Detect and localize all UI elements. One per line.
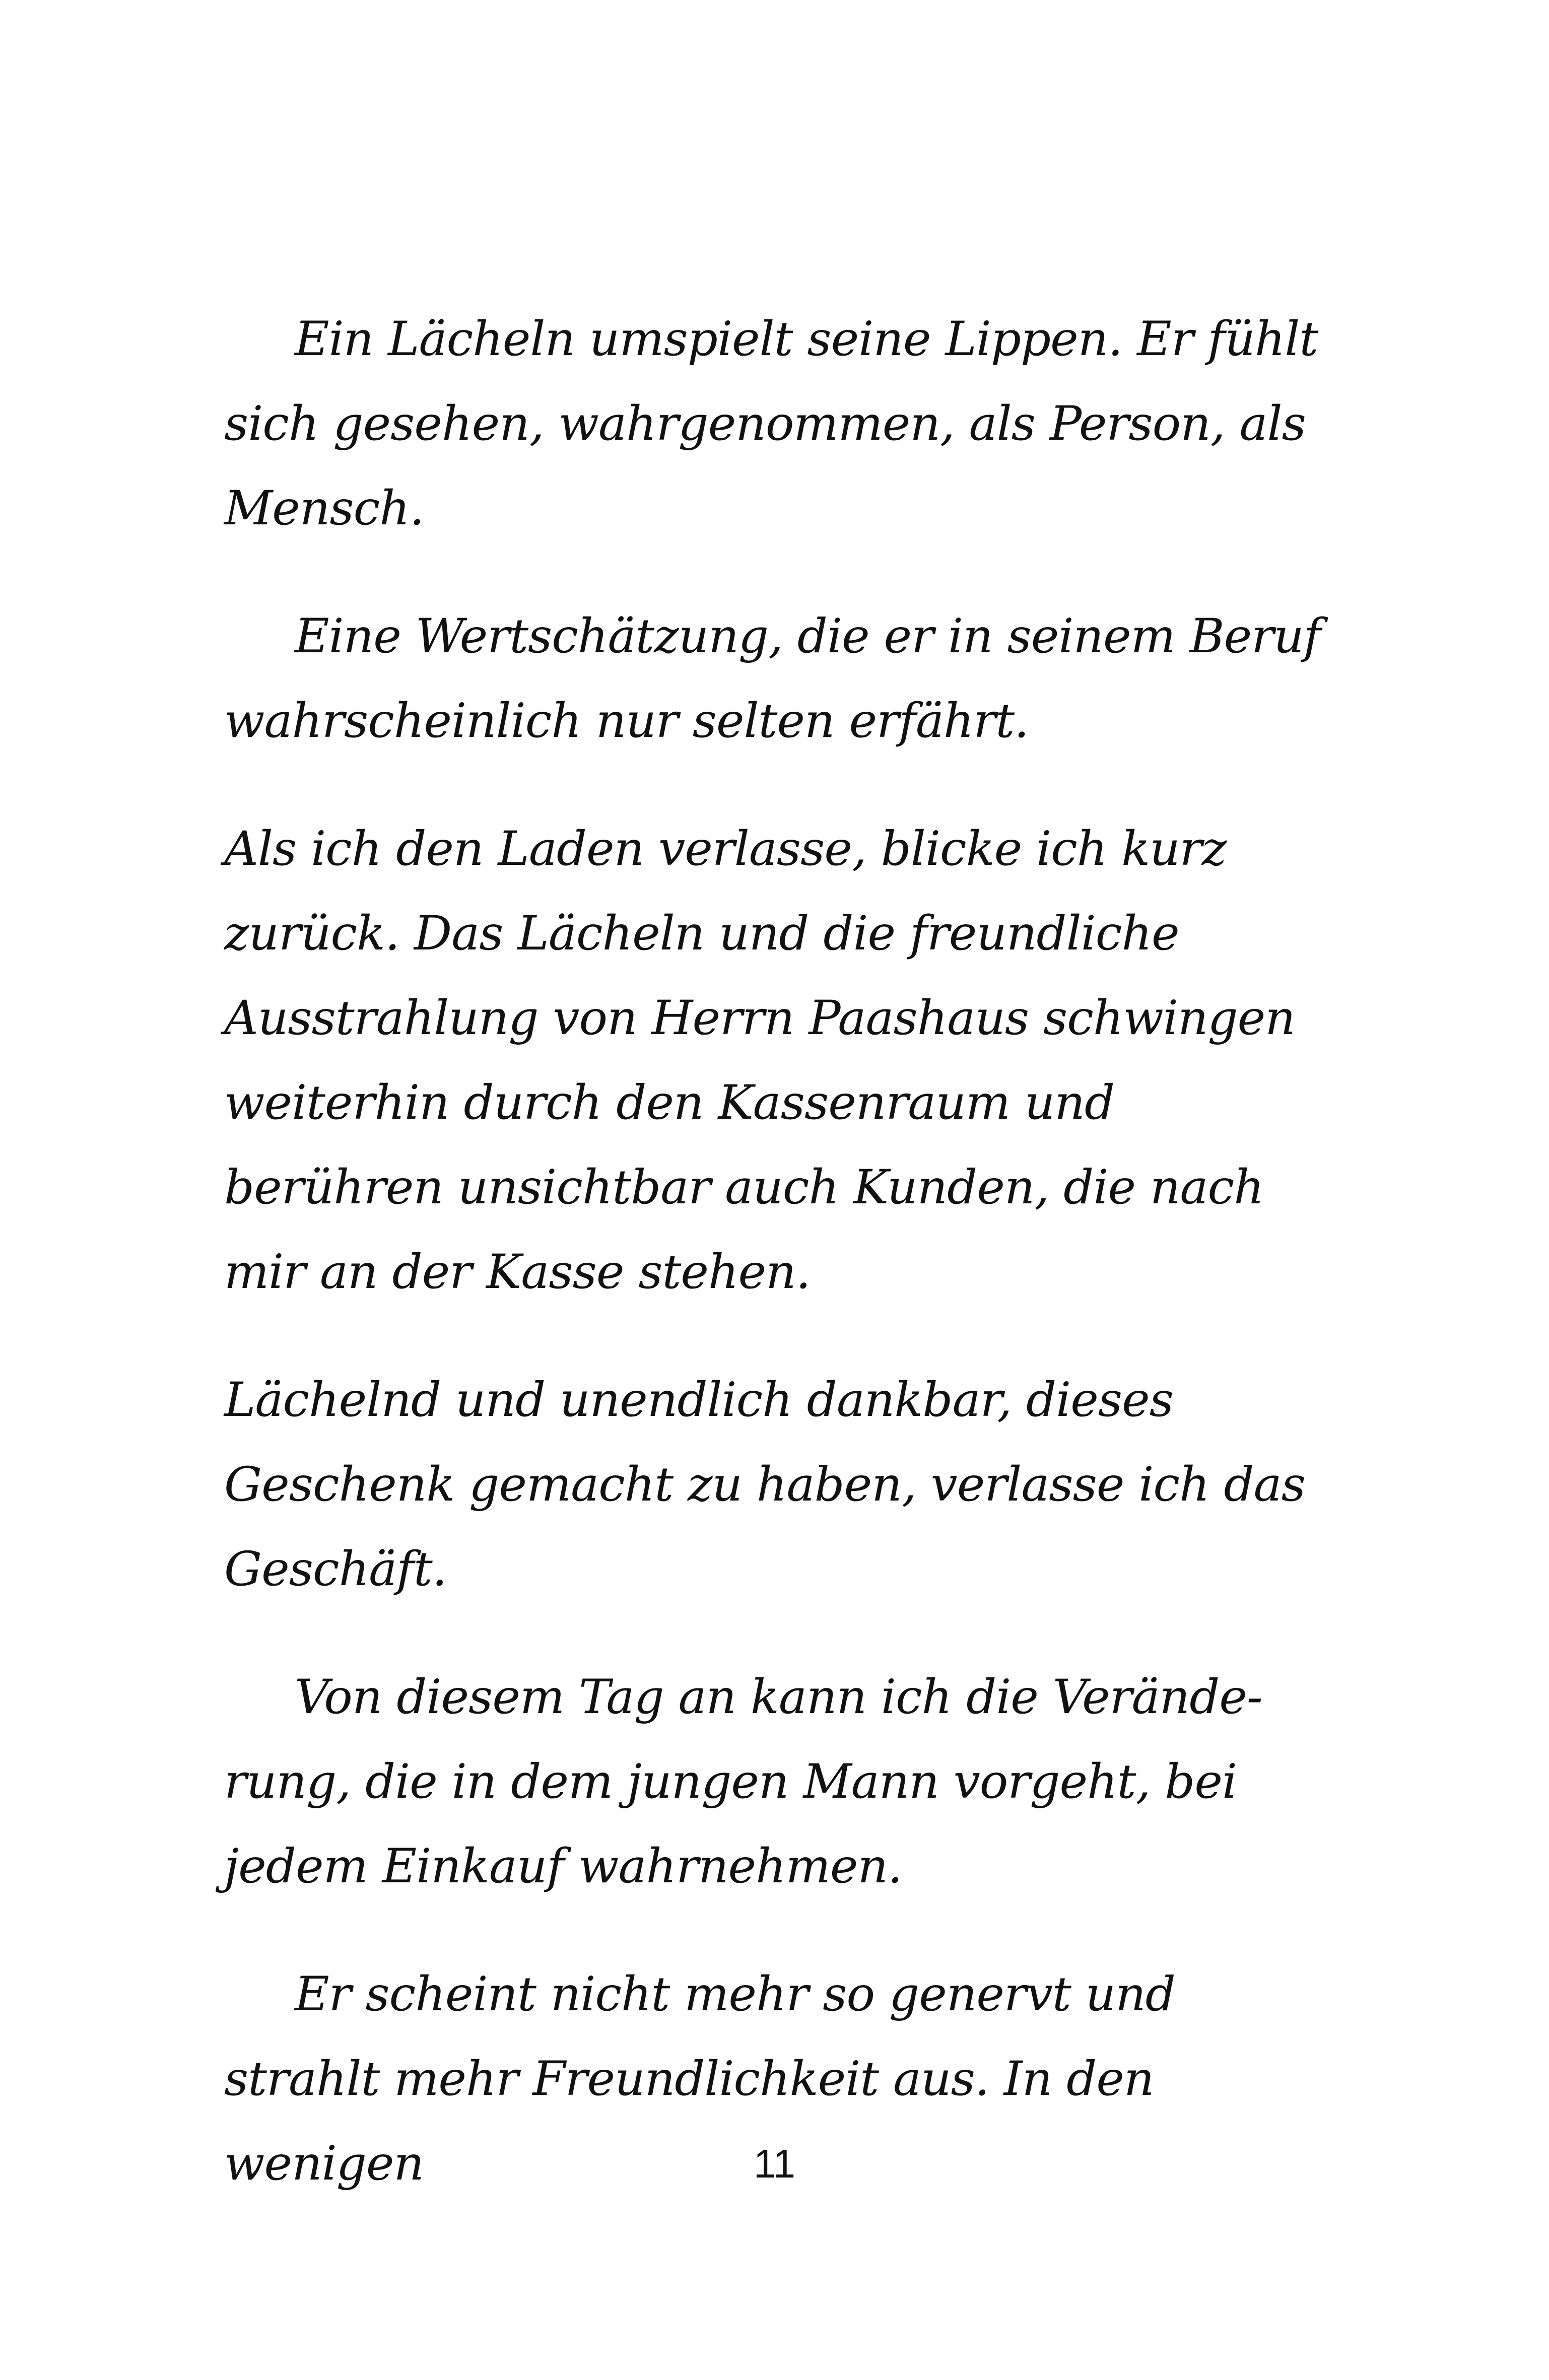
paragraph: Lächelnd und unendlich dankbar, dieses Geschenk gemacht zu haben, verlasse ich das Geschäft. xyxy=(224,1373,1305,1597)
paragraph: Eine Wertschätzung, die er in seinem Beruf wahrscheinlich nur selten erfährt. xyxy=(224,609,1321,749)
paragraph: Ein Lächeln umspielt seine Lippen. Er fühlt sich gesehen, wahrgenommen, als Person, als Mensch. xyxy=(224,312,1318,536)
body-text xyxy=(224,297,1330,2250)
paragraph: Von diesem Tag an kann ich die Verände-rung, die in dem jungen Mann vorgeht, bei jedem Einkauf wahrnehmen. xyxy=(224,1670,1262,1894)
page-number: 11 xyxy=(753,2141,796,2186)
paragraph: Er scheint nicht mehr so genervt und strahlt mehr Freundlichkeit aus. In den wenigen xyxy=(224,1967,1175,2191)
paragraph: Als ich den Laden verlasse, blicke ich kurz zurück. Das Lächeln und die freundliche Ausstrahlung von Herrn Paashaus schwingen weiterhin durch den Kassenraum und berühren unsichtbar auch Kunden, die nach mir an der Kasse stehen. xyxy=(224,822,1295,1300)
